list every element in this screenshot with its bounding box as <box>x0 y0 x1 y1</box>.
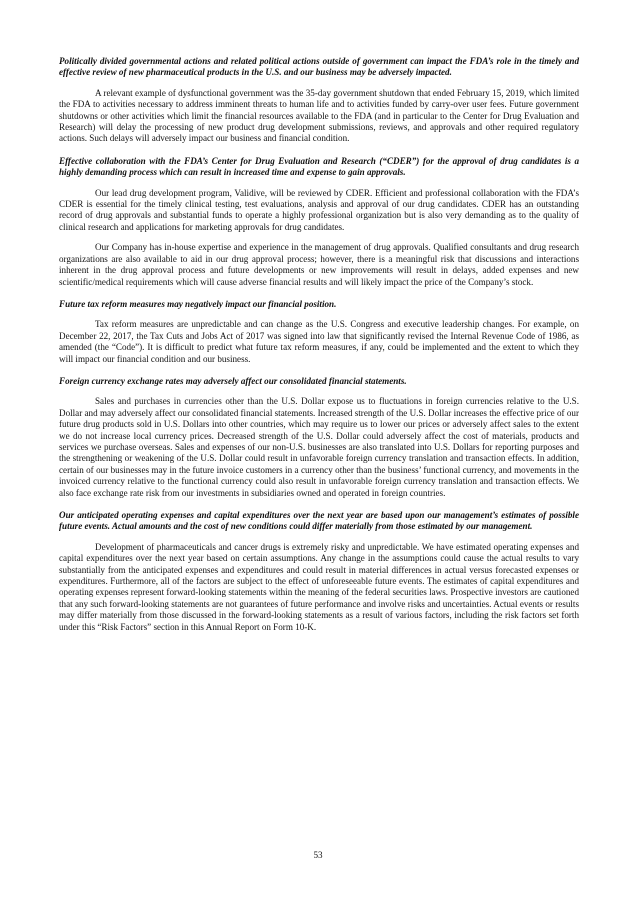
section-cder-collaboration <box>59 156 579 288</box>
section-operating-expenses <box>59 510 579 633</box>
body-paragraph: A relevant example of dysfunctional government was the 35-day government shutdown that ended February 15, 2019, which limited the FDA to activities necessary to address imminent threats to human life and to activities funded by carry-over user fees. Future government shutdowns or other activities which limit the financial resources available to the FDA (and in particular to the Center for Drug Evaluation and Research) will delay the processing of new product drug development submissions, reviews, and approvals and other required regulatory actions. Such delays will adversely impact our business and financial condition. <box>59 87 579 144</box>
section-heading: Our anticipated operating expenses and capital expenditures over the next year are based upon our management’s estimates of possible future events. Actual amounts and the cost of new conditions could differ materially from those estimated by our management. <box>59 510 579 532</box>
section-heading: Foreign currency exchange rates may adversely affect our consolidated financial statements. <box>59 375 407 386</box>
document-page <box>59 56 579 642</box>
section-heading: Effective collaboration with the FDA’s Center for Drug Evaluation and Research (“CDER”) for the approval of drug candidates is a highly demanding process which can result in increased time and expense to gain approvals. <box>59 155 579 178</box>
section-heading: Future tax reform measures may negatively impact our financial position. <box>59 298 337 309</box>
body-paragraph: Sales and purchases in currencies other than the U.S. Dollar expose us to fluctuations in foreign currencies relative to the U.S. Dollar and may adversely affect our consolidated financial statements. Increased strength of the U.S. Dollar increases the effective price of our future drug products sold in U.S. Dollars into other countries, which may require us to lower our prices or adversely affect sales to the extent we do not increase local currency prices. Decreased strength of the U.S. Dollar could adversely affect the cost of materials, products and services we purchase overseas. Sales and expenses of our non-U.S. businesses are also translated into U.S. Dollars for reporting purposes and the strengthening or weakening of the U.S. Dollar could result in unfavorable foreign currency translation and transaction effects. In addition, certain of our businesses may in the future invoice customers in a currency other than the business’ functional currency, and movements in the invoiced currency relative to the functional currency could also result in unfavorable foreign currency translation and transaction effects. We also face exchange rate risk from our investments in subsidiaries owned and operated in foreign countries. <box>59 396 579 498</box>
body-paragraph: Tax reform measures are unpredictable and can change as the U.S. Congress and executive leadership changes. For example, on December 22, 2017, the Tax Cuts and Jobs Act of 2017 was signed into law that significantly revised the Internal Revenue Code of 1986, as amended (the “Code”). It is difficult to predict what future tax reform measures, if any, could be implemented and the extent to which they will impact our financial condition and our business. <box>59 319 579 364</box>
section-foreign-currency <box>59 376 579 499</box>
section-tax-reform <box>59 299 579 365</box>
page-number: 53 <box>313 850 323 860</box>
section-heading: Politically divided governmental actions and related political actions outside of government can impact the FDA’s role in the timely and effective review of new pharmaceutical products in the U.S. and our business may be adversely impacted. <box>59 56 579 78</box>
body-paragraph: Our lead drug development program, Validive, will be reviewed by CDER. Efficient and professional collaboration with the FDA’s CDER is essential for the timely clinical testing, test evaluations, analysis and approval of our drug candidates. CDER has an outstanding record of drug approvals and substantial funds to operate a highly professional organization but is also very demanding as to the quality of clinical research and applications for marketing approvals for drug candidates. <box>59 187 579 232</box>
body-paragraph: Our Company has in-house expertise and experience in the management of drug approvals. Qualified consultants and drug research organizations are also available to aid in our drug approval process; however, there is a meaningful risk that discussions and interactions inherent in the drug approval process and future developments or new improvements will result in delays, added expenses and new scientific/medical requirements which will cause adverse financial results and will likely impact the price of the Company’s stock. <box>59 242 579 287</box>
body-paragraph: Development of pharmaceuticals and cancer drugs is extremely risky and unpredictable. We have estimated operating expenses and capital expenditures over the next year based on certain assumptions. Any change in the assumptions could cause the actual results to vary substantially from the anticipated expenses and expenditures and could result in material differences in actual versus forecasted expenses or expenditures. Furthermore, all of the factors are subject to the effect of unforeseeable future events. The estimates of capital expenditures and operating expenses represent forward-looking statements within the meaning of the federal securities laws. Prospective investors are cautioned that any such forward-looking statements are not guarantees of future performance and involve risks and uncertainties. Actual events or results may differ materially from those discussed in the forward-looking statements as a result of various factors, including the risk factors set forth under this “Risk Factors” section in this Annual Report on Form 10-K. <box>59 541 579 632</box>
section-government-actions <box>59 56 579 145</box>
